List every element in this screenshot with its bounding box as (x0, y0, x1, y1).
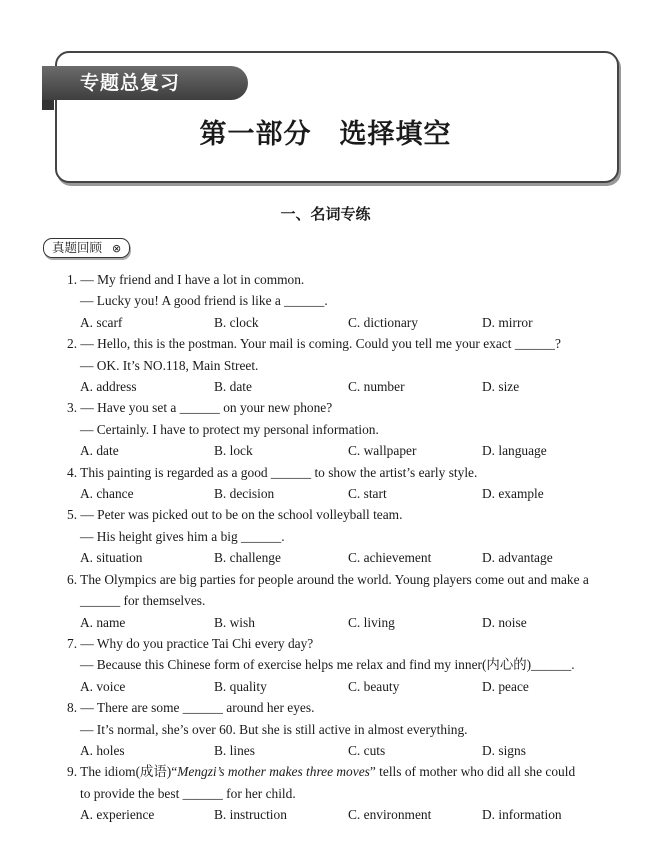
question-line (67, 333, 627, 354)
question-text: — Because this Chinese form of exercise helps me relax and find my inner(内心的)______. (80, 657, 575, 673)
question-text: ______ for themselves. (80, 593, 206, 609)
review-label-badge (43, 238, 130, 258)
question-text: — Have you set a ______ on your new phone? (80, 400, 333, 416)
question-line (67, 290, 627, 311)
answer-option[interactable]: D. size (482, 379, 520, 395)
option-row (67, 440, 627, 461)
answer-option[interactable]: B. instruction (214, 807, 287, 823)
answer-option[interactable]: B. lines (214, 742, 255, 758)
question-text: to provide the best ______ for her child. (80, 785, 296, 801)
answer-option[interactable]: D. noise (482, 614, 527, 630)
answer-option[interactable]: C. achievement (348, 550, 432, 566)
question-line (67, 590, 627, 611)
question-item (67, 397, 627, 461)
section-heading: 一、名词专练 (280, 205, 371, 223)
question-number: 1. (67, 272, 78, 287)
answer-option[interactable]: B. challenge (214, 550, 281, 566)
question-text: — OK. It’s NO.118, Main Street. (80, 357, 259, 373)
question-text: — Hello, this is the postman. Your mail is coming. Could you tell me your exact ______? (80, 336, 561, 352)
answer-option[interactable]: D. information (482, 807, 562, 823)
answer-option[interactable]: C. cuts (348, 742, 386, 758)
question-item (67, 462, 627, 505)
question-line (67, 783, 627, 804)
answer-option[interactable]: B. date (214, 379, 252, 395)
answer-option[interactable]: A. address (80, 379, 137, 395)
answer-option[interactable]: B. wish (214, 614, 255, 630)
option-row (67, 676, 627, 697)
answer-option[interactable]: A. scarf (80, 314, 123, 330)
answer-option[interactable]: A. situation (80, 550, 143, 566)
answer-option[interactable]: A. chance (80, 486, 134, 502)
answer-option[interactable]: C. dictionary (348, 314, 418, 330)
question-list (67, 269, 627, 826)
answer-option[interactable]: A. experience (80, 807, 155, 823)
answer-option[interactable]: C. wallpaper (348, 443, 417, 459)
answer-option[interactable]: D. mirror (482, 314, 533, 330)
question-item (67, 633, 627, 697)
question-text: — His height gives him a big ______. (80, 528, 285, 544)
option-row (67, 376, 627, 397)
question-number: 4. (67, 464, 78, 480)
option-row (67, 740, 627, 761)
question-line (67, 397, 627, 418)
question-number: 9. (67, 764, 78, 780)
question-number: 6. (67, 571, 78, 587)
answer-option[interactable]: B. quality (214, 678, 267, 694)
question-text: — Peter was picked out to be on the school volleyball team. (80, 507, 403, 523)
question-item (67, 761, 627, 825)
question-text: ” tells of mother who did all she could (369, 764, 576, 780)
question-number: 7. (67, 635, 78, 651)
question-line (67, 654, 627, 675)
question-line (67, 761, 627, 782)
answer-option[interactable]: D. example (482, 486, 544, 502)
question-item (67, 269, 627, 333)
answer-option[interactable]: B. lock (214, 443, 253, 459)
option-row (67, 547, 627, 568)
answer-option[interactable]: B. decision (214, 486, 275, 502)
answer-option[interactable]: C. number (348, 379, 405, 395)
option-row (67, 483, 627, 504)
answer-option[interactable]: D. advantage (482, 550, 553, 566)
title-part: 第一部分 (199, 119, 312, 150)
question-text: Mengzi’s mother makes three moves (177, 764, 370, 780)
question-line (67, 719, 627, 740)
answer-option[interactable]: B. clock (214, 314, 259, 330)
double-chevron-down-icon: ⊗ (112, 242, 122, 255)
question-text: The idiom(成语)“ (80, 764, 178, 780)
answer-option[interactable]: D. language (482, 443, 547, 459)
review-label: 真题回顾 (52, 240, 103, 255)
answer-option[interactable]: C. environment (348, 807, 432, 823)
answer-option[interactable]: C. living (348, 614, 395, 630)
question-number: 3. (67, 400, 78, 416)
question-text: — Lucky you! A good friend is like a ______. (80, 293, 328, 309)
question-number: 2. (67, 336, 78, 352)
answer-option[interactable]: C. beauty (348, 678, 400, 694)
question-text: — Why do you practice Tai Chi every day? (80, 635, 314, 651)
question-item (67, 504, 627, 568)
option-row (67, 612, 627, 633)
question-text: — Certainly. I have to protect my personal information. (80, 421, 379, 437)
answer-option[interactable]: C. start (348, 486, 387, 502)
question-line (67, 697, 627, 718)
answer-option[interactable]: A. holes (80, 742, 125, 758)
answer-option[interactable]: A. voice (80, 678, 126, 694)
question-number: 5. (67, 507, 78, 523)
option-row (67, 804, 627, 825)
title-topic: 选择填空 (339, 119, 452, 150)
question-item (67, 697, 627, 761)
question-line (67, 269, 627, 290)
answer-option[interactable]: D. peace (482, 678, 529, 694)
question-line (67, 462, 627, 483)
question-line (67, 419, 627, 440)
page-title (0, 112, 651, 151)
question-line (67, 569, 627, 590)
question-text: The Olympics are big parties for people around the world. Young players come out and make a (80, 571, 589, 587)
question-text: — It’s normal, she’s over 60. But she is still active in almost everything. (80, 721, 468, 737)
answer-option[interactable]: A. name (80, 614, 126, 630)
question-line (67, 526, 627, 547)
question-item (67, 333, 627, 397)
question-line (67, 504, 627, 525)
question-text: — My friend and I have a lot in common. (80, 272, 305, 287)
question-item (67, 569, 627, 633)
answer-option[interactable]: D. signs (482, 742, 526, 758)
question-number: 8. (67, 700, 78, 716)
question-line (67, 355, 627, 376)
question-line (67, 633, 627, 654)
answer-option[interactable]: A. date (80, 443, 119, 459)
option-row (67, 312, 627, 333)
question-text: — There are some ______ around her eyes. (80, 700, 315, 716)
question-text: This painting is regarded as a good ______ to show the artist’s early style. (80, 464, 478, 480)
topic-tag: 专题总复习 (42, 66, 248, 100)
